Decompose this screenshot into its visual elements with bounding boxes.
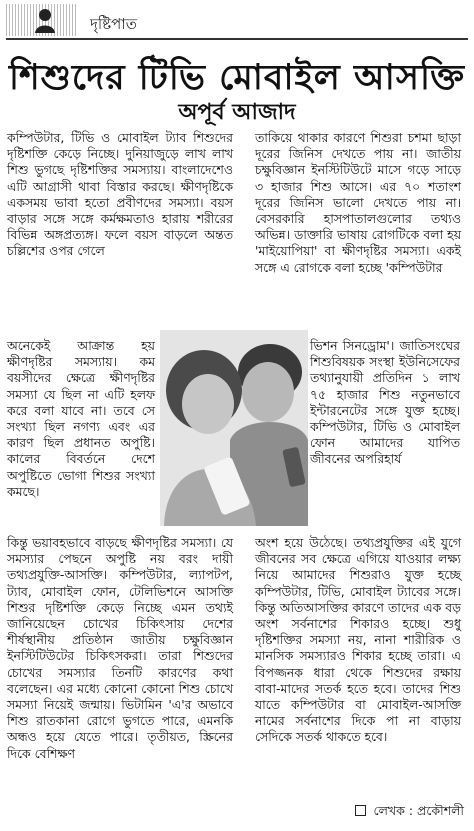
article-author: অপূর্ব আজাদ xyxy=(178,100,296,125)
checkbox-square-icon xyxy=(355,805,366,816)
right-column-top-text: তাকিয়ে থাকার কারণে শিশুরা চশমা ছাড়া দূরের জিনিস দেখতে পায় না। জাতীয় চক্ষুবিজ্ঞান ইনস্টিটিউটে মাসে গড়ে সাড়ে ৩ হাজার শিশু আসে। এর ৭০ শতাংশ দূরের জিনিস ভালো দেখতে পায় না। বেসরকারি হাসপাতালগুলোর তথ্যও অভিন্ন। ডাক্তারি ভাষায় রোগটিকে বলা হয় 'মাইয়োপিয়া' বা ক্ষীণদৃষ্টির সমস্যা। একই সঙ্গে এ রোগকে বলা হচ্ছে 'কম্পিউটার xyxy=(255,130,461,275)
writer-credit-text: লেখক : প্রকৌশলী xyxy=(373,803,464,818)
person-silhouette-icon xyxy=(34,7,56,33)
right-column-bottom-text: অংশ হয়ে উঠেছে। তথ্যপ্রযুক্তির এই যুগে জীবনের সব ক্ষেত্রে এগিয়ে যাওয়ার লক্ষ্য নিয়ে আমাদের শিশুরাও যুক্ত হচ্ছে কম্পিউটার, টিভি, মোবাইল ট্যাবের সঙ্গে। কিন্তু অতিআসক্তির কারণে তাদের এক বড় অংশ সর্বনাশের শিকারও হচ্ছে। শুধু দৃষ্টিশক্তির সমস্যা নয়, নানা শারীরিক ও মানসিক সমস্যারও শিকার হচ্ছে তারা। এ বিপজ্জনক ধারা থেকে শিশুদের রক্ষায় বাবা-মাদের সতর্ক হতে হবে। তাদের শিশু যাতে কম্পিউটার বা মোবাইল-আসক্তি নামের সর্বনাশের দিকে পা না বাড়ায় সেদিকে সতর্ক থাকতে হবে। xyxy=(255,535,461,745)
writer-credit xyxy=(355,803,464,823)
left-column-top-text: কম্পিউটার, টিভি ও মোবাইল ট্যাব শিশুদের দৃষ্টিশক্তি কেড়ে নিচ্ছে। দুনিয়াজুড়ে লাখ লাখ শিশু ভুগছে দৃষ্টিশক্তির সমস্যায়। বাংলাদেশেও এটি আগ্রাসী থাবা বিস্তার করছে। ক্ষীণদৃষ্টিকে একসময় ভাবা হতো প্রবীণদের সমস্যা। বয়স বাড়ার সঙ্গে সঙ্গে কর্মক্ষমতাও হারায় শরীরের বিভিন্ন অঙ্গপ্রত্যঙ্গ। ফলে বয়স বাড়লে অন্তত চল্লিশের ওপর গেলে xyxy=(7,130,233,259)
right-column-wrap-text: ভিশন সিনড্রোম'। জাতিসংঘের শিশুবিষয়ক সংস্থা ইউনিসেফের তথ্যানুযায়ী প্রতিদিন ১ লাখ ৭৫ হাজার শিশু নতুনভাবে ইন্টারনেটের সঙ্গে যুক্ত হচ্ছে। কম্পিউটার, টিভি ও মোবাইল ফোন আমাদের যাপিত জীবনের অপরিহার্য xyxy=(310,338,460,467)
section-label: দৃষ্টিপাত xyxy=(90,15,137,33)
photo-illustration xyxy=(160,330,308,526)
header-rule xyxy=(6,38,468,40)
article-title: শিশুদের টিভি মোবাইল আসক্তি xyxy=(9,58,465,98)
section-header xyxy=(6,4,468,38)
left-column-bottom-text: কিন্তু ভয়াবহভাবে বাড়ছে ক্ষীণদৃষ্টির সমস্যা। যে সমস্যার পেছনে অপুষ্টি নয় বরং দায়ী তথ্যপ্রযুক্তি-আসক্তি। কম্পিউটার, ল্যাপটপ, ট্যাব, মোবাইল ফোন, টেলিভিশনে আসক্তি শিশুর দৃষ্টিশক্তি কেড়ে নিচ্ছে এমন তথ্যই জানিয়েছেন চোখের চিকিৎসায় দেশের শীর্ষস্থানীয় প্রতিষ্ঠান জাতীয় চক্ষুবিজ্ঞান ইনস্টিটিউটের চিকিৎসকরা। তারা শিশুদের চোখের সমস্যার তিনটি কারণের কথা বলেছেন। এর মধ্যে কোনো কোনো শিশু চোখে সমস্যা নিয়েই জন্মায়। ভিটামিন 'এ'র অভাবে শিশু রাতকানা রোগে ভুগতে পারে, এমনকি অন্ধও হয়ে যেতে পারে। তৃতীয়ত, স্ক্রিনের দিকে বেশিক্ষণ xyxy=(7,535,233,761)
children-mobile-photo xyxy=(160,330,308,526)
left-column-wrap-text: অনেকেই আক্রান্ত হয় ক্ষীণদৃষ্টির সমস্যায়। কম বয়সীদের ক্ষেত্রে ক্ষীণদৃষ্টির সমস্যা যে ছিল না এটি হলফ করে বলা যাবে না। তবে সে সংখ্যা ছিল নগণ্য এবং এর কারণ ছিল প্রধানত অপুষ্টি। কালের বিবর্তনে দেশে অপুষ্টিতে ভোগা শিশুর সংখ্যা কমছে। xyxy=(7,338,155,499)
